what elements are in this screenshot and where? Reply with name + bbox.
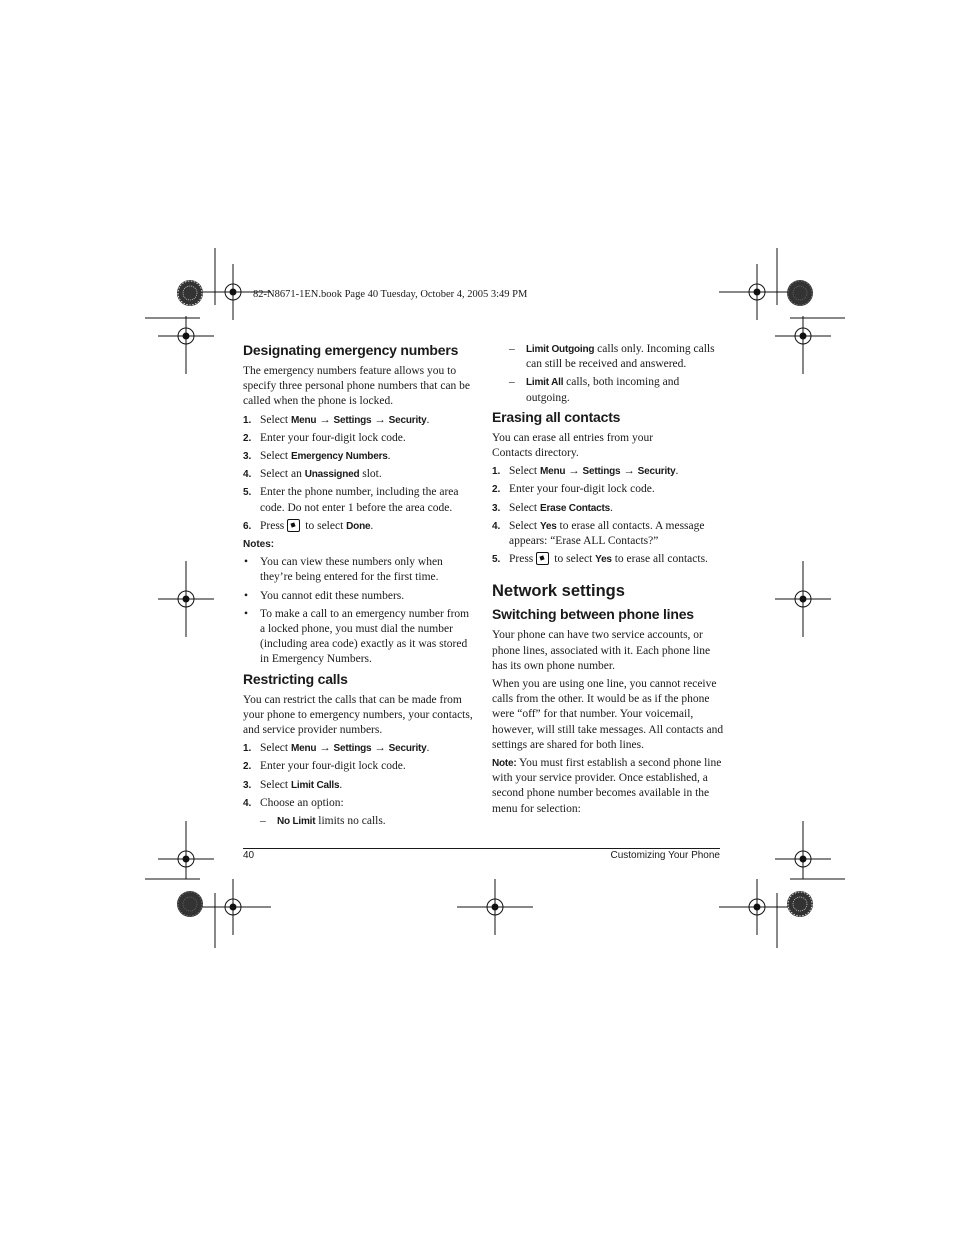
dash-icon: – [509, 343, 515, 355]
step-number: 2. [492, 484, 501, 496]
step-item [243, 759, 475, 774]
section-heading-restricting: Restricting calls [243, 670, 348, 687]
step-item [243, 413, 475, 428]
limit-options-list [243, 814, 475, 829]
step-number: 1. [492, 466, 501, 478]
ui-label: Erase Contacts [539, 502, 610, 514]
steps-emergency [243, 413, 475, 534]
step-text: to select [305, 519, 347, 532]
note-item [243, 589, 475, 604]
notes-list [243, 555, 475, 667]
step-text: Select [509, 465, 540, 478]
step-item [492, 501, 724, 516]
step-text: Select an [260, 468, 305, 481]
step-number: 3. [243, 451, 252, 463]
subheading-switching: Switching between phone lines [492, 606, 694, 623]
step-item [243, 449, 475, 464]
ui-label: Limit Calls [290, 779, 340, 791]
select-key-icon [287, 519, 300, 532]
step-text: Select [260, 778, 291, 791]
step-text: Press [260, 519, 285, 532]
chapter-title: Customizing Your Phone [610, 850, 720, 861]
settings-label: Settings [333, 414, 372, 426]
note-text: You can view these numbers only when they’re being entered for the first time. [260, 556, 443, 584]
step-item [243, 796, 475, 811]
section-heading-erasing: Erasing all contacts [492, 408, 621, 425]
option-text: limits no calls. [315, 815, 386, 828]
para-switching-2: When you are using one line, you cannot receive calls from the other. It would be as if the phone were “off” for that number. Your voicemail, however, will still take messages. All contacts and settings are shared for both lines. [492, 678, 724, 751]
step-item [492, 519, 724, 549]
step-text: . [370, 519, 374, 532]
step-text: Select [260, 413, 291, 426]
step-text: Select [509, 519, 540, 532]
step-number: 1. [243, 743, 252, 755]
punct: . [426, 413, 430, 426]
step-number: 3. [492, 502, 501, 514]
option-text: calls, both incoming and outgoing. [526, 376, 680, 404]
step-item [243, 519, 475, 534]
step-number: 2. [243, 432, 252, 444]
intro-emergency: The emergency numbers feature allows you to specify three personal phone numbers that can be called when the phone is locked. [243, 365, 471, 408]
security-label: Security [388, 743, 427, 755]
step-number: 1. [243, 414, 252, 426]
security-label: Security [388, 414, 427, 426]
steps-restricting [243, 741, 475, 811]
step-number: 4. [492, 520, 501, 532]
step-text: Press [509, 553, 534, 566]
note-text: To make a call to an emergency number from a locked phone, you must dial the number (including area code) exactly as it was stored in Emergency Numbers. [260, 607, 470, 666]
ui-label: Limit Outgoing [526, 344, 595, 355]
right-column [492, 342, 724, 820]
note-text: You cannot edit these numbers. [260, 589, 405, 602]
step-number: 5. [492, 554, 501, 566]
step-item [492, 464, 724, 479]
ui-label: Done [346, 520, 371, 532]
step-text: Enter the phone number, including the area code. Do not enter 1 before the area code. [260, 486, 459, 514]
security-label: Security [637, 466, 676, 478]
option-item [509, 375, 724, 405]
bullet-icon: • [244, 607, 249, 620]
bullet-icon: • [244, 589, 249, 602]
ui-label: Emergency Numbers [290, 451, 388, 463]
step-number: 5. [243, 487, 252, 499]
limit-options-list-cont [492, 342, 724, 406]
step-item [243, 485, 475, 515]
step-item [492, 482, 724, 497]
para-switching-1: Your phone can have two service accounts, or phone lines, associated with it. Each phone line has its own phone number. [492, 629, 711, 672]
note-label: Note: [492, 758, 517, 770]
step-item [243, 741, 475, 756]
menu-label: Menu [290, 743, 317, 755]
step-text: to erase all contacts. A message appears: “Erase ALL Contacts?” [509, 519, 705, 548]
punct: . [426, 742, 430, 755]
note-item [243, 607, 475, 668]
step-text: . [387, 450, 391, 463]
step-number: 3. [243, 779, 252, 791]
step-text: Select [260, 742, 291, 755]
step-text: Enter your four-digit lock code. [260, 760, 406, 773]
note-paragraph [492, 756, 724, 817]
step-text: Choose an option: [260, 796, 344, 809]
step-text: Enter your four-digit lock code. [260, 431, 406, 444]
ui-label: Limit All [526, 377, 564, 389]
steps-erasing [492, 464, 724, 567]
arrow-glyph: → [620, 465, 638, 478]
section-heading-network: Network settings [492, 582, 625, 601]
step-item [243, 431, 475, 446]
option-item [260, 814, 475, 829]
step-number: 2. [243, 761, 252, 773]
select-key-icon [536, 552, 549, 565]
note-text: You must first establish a second phone line with your service provider. Once established, a second phone number becomes available in the menu for selection: [492, 757, 722, 815]
note-item [243, 555, 475, 585]
menu-label: Menu [290, 414, 317, 426]
step-item [243, 778, 475, 793]
ui-label: Yes [595, 554, 612, 566]
menu-label: Menu [539, 466, 566, 478]
step-number: 4. [243, 469, 252, 481]
arrow-glyph: → [565, 465, 583, 478]
arrow-glyph: → [316, 742, 334, 755]
settings-label: Settings [333, 743, 372, 755]
intro-erasing: You can erase all entries from your Contacts directory. [492, 431, 654, 460]
step-text: Select [509, 501, 540, 514]
step-text: slot. [359, 468, 382, 481]
bullet-icon: • [244, 556, 249, 569]
running-header: 82-N8671-1EN.book Page 40 Tuesday, October 4, 2005 3:49 PM [253, 289, 528, 300]
ui-label: No Limit [277, 816, 316, 828]
step-number: 4. [243, 797, 252, 809]
step-text: to select [554, 553, 596, 566]
option-item [509, 342, 724, 372]
step-text: to erase all contacts. [611, 553, 708, 566]
step-text: Enter your four-digit lock code. [509, 483, 655, 496]
punct: . [675, 465, 679, 478]
step-text: Select [260, 450, 291, 463]
notes-label: Notes: [243, 539, 275, 551]
ui-label: Unassigned [304, 469, 360, 481]
step-item [243, 467, 475, 482]
section-heading-emergency: Designating emergency numbers [243, 342, 459, 358]
dash-icon: – [509, 376, 515, 389]
settings-label: Settings [582, 466, 621, 478]
step-number: 6. [243, 520, 252, 532]
ui-label: Yes [539, 520, 557, 532]
step-text: . [339, 778, 343, 791]
dash-icon: – [260, 815, 266, 828]
option-text: calls only. Incoming calls can still be received and answered. [526, 343, 715, 371]
arrow-glyph: → [371, 413, 389, 426]
footer-rule [243, 848, 720, 849]
step-text: . [610, 501, 613, 514]
arrow-glyph: → [371, 742, 389, 755]
intro-restricting: You can restrict the calls that can be made from your phone to emergency numbers, your contacts, and service provider numbers. [243, 693, 473, 737]
step-item [492, 552, 724, 567]
page-number: 40 [243, 850, 255, 861]
arrow-glyph: → [316, 413, 334, 426]
left-column [243, 342, 475, 832]
